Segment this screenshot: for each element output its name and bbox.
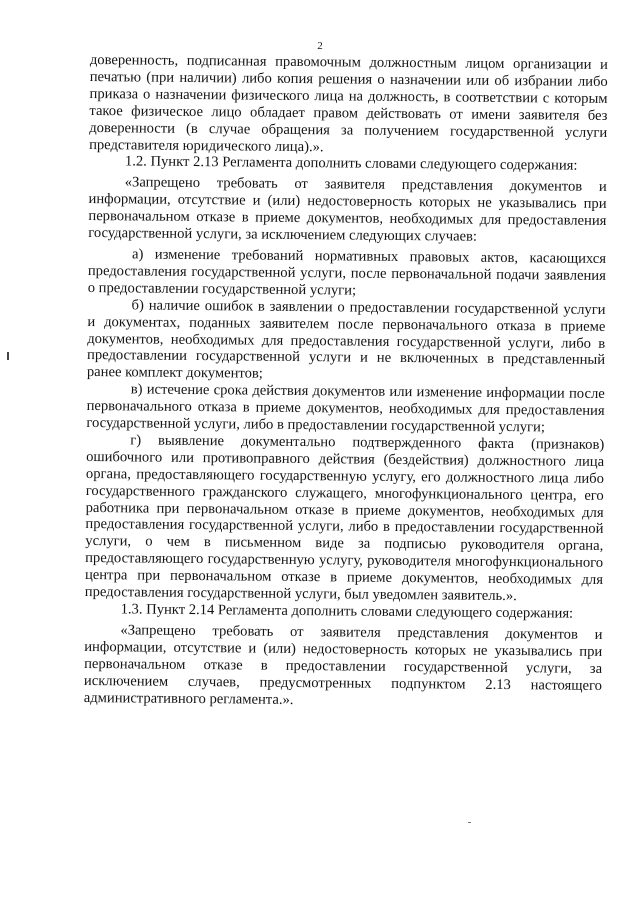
paragraph-quote-2-14: «Запрещено требовать от заявителя представления документов и информации, отсутствие и (или) недостоверность которых не указывались при первоначальном отказе в предоставлении государственной услуги, за исключением случаев, предусмотренных подпунктом 2.13 настоящего административного регламента.». [83,622,603,708]
paragraph-item-1-3: 1.3. Пункт 2.14 Регламента дополнить словами следующего содержания: [120,601,574,622]
paragraph-case-b: б) наличие ошибок в заявлении о предоставлении государственной услуги и документах, поданных заявителем после первоначального отказа в приеме документов, необходимых для предоставления государственной услуги, либо в предоставлении государственной услуги и не включенных в представленный ранее комплект документов; [86,297,606,382]
paragraph-quote-2-13: «Запрещено требовать от заявителя представления документов и информации, отсутствие и (или) недостоверность которых не указывались при первоначальном отказе в приеме документов, необходимых для предоставления государственной услуги, за исключением следующих случаев: [88,174,607,245]
paragraph-case-a: а) изменение требований нормативных правовых актов, касающихся предоставления государственной услуги, после первоначальной подачи заявления о предоставлении государственной услуги; [87,246,607,299]
document-body [84,52,608,711]
paragraph-case-g: г) выявление документально подтвержденного факта (признаков) ошибочного или противоправного действия (бездействия) должностного лица органа, предоставляющего государственную услугу, его должностного лица либо государственного гражданского служащего, многофункционального центра, его работника при первоначальном отказе в приеме документов, необходимых для предоставления государственной услуги, либо в предоставлении государственной услуги, о чем в письменном виде за подписью руководителя органа, предоставляющего государственную услугу, руководителя многофункционального центра при первоначальном отказе в приеме документов, необходимых для предоставления государственной услуги, был уведомлен заявитель.». [84,432,605,605]
paragraph-continuation: доверенность, подписанная правомочным должностным лицом организации и печатью (при наличии) либо копия решения о назначении или об избрании либо приказа о назначении физического лица на должность, в соответствии с которым такое физическое лицо обладает правом действовать от имени заявителя без доверенности (в случае обращения за получением государственной услуги представителя юридического лица).». [89,52,608,155]
margin-mark [7,352,9,360]
paragraph-item-1-2: 1.2. Пункт 2.13 Регламента дополнить словами следующего содержания: [124,153,578,175]
page-number: 2 [317,40,323,52]
scan-speck [468,822,471,823]
paragraph-case-v: в) истечение срока действия документов или изменение информации после первоначального отказа в приеме документов, необходимых для предоставления государственной услуги, либо в предоставлении государственной услуги; [86,381,605,436]
